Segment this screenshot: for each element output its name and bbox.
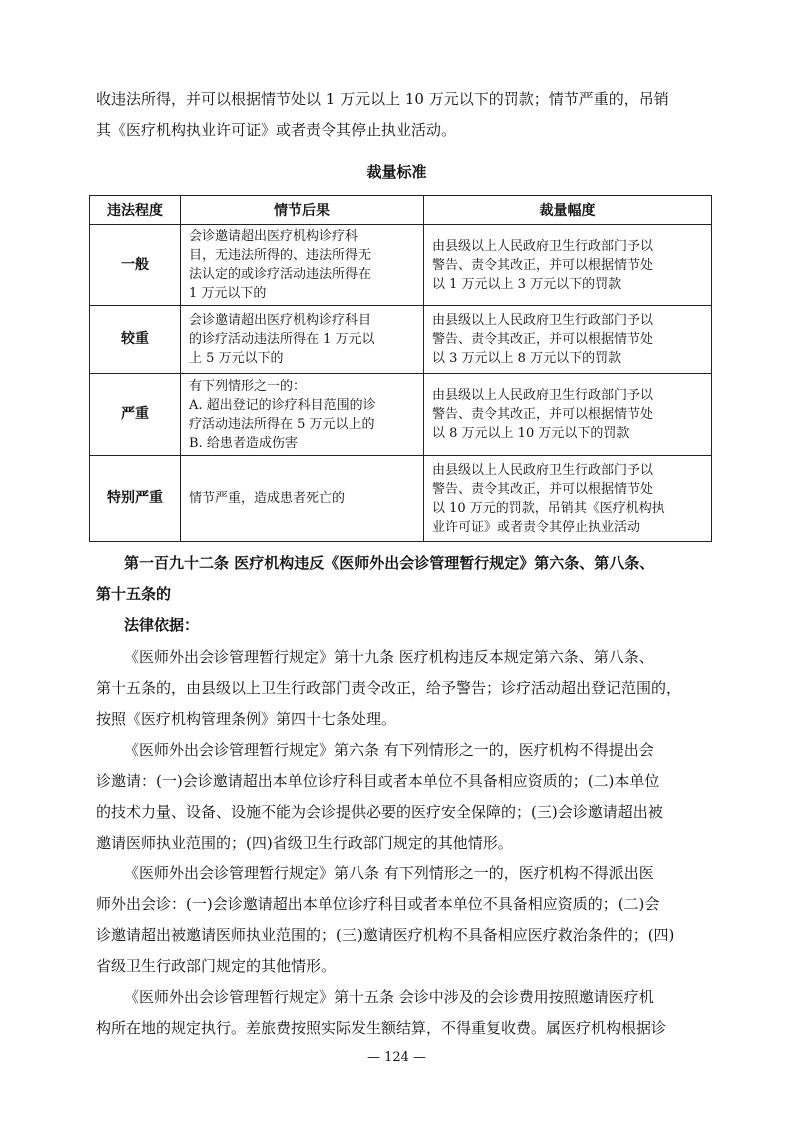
table-header-row (90, 196, 712, 225)
cell-line: 以 8 万元以上 10 万元以下的罚款 (432, 426, 630, 441)
cell-line: 目，无违法所得的、违法所得无 (189, 248, 372, 263)
cell-line: 以 10 万元的罚款，吊销其《医疗机构执 (432, 500, 665, 516)
consequence-cell (181, 374, 424, 456)
consequence-cell (181, 306, 424, 374)
severity-cell: 严重 (90, 374, 181, 456)
cell-line: 有下列情形之一的： (189, 378, 307, 394)
penalty-cell (424, 456, 712, 542)
cell-line: 的诊疗活动违法所得在 1 万元以 (189, 332, 375, 347)
column-header-severity: 违法程度 (90, 196, 181, 225)
cell-line: 业许可证》或者责令其停止执业活动 (432, 519, 641, 535)
cell-line: 情节严重，造成患者死亡的 (189, 491, 346, 506)
table-row (90, 225, 712, 306)
cell-line: 警告、责令其改正，并可以根据情节处 (432, 332, 654, 347)
text-line: 《医师外出会诊管理暂行规定》第八条 有下列情形之一的，医疗机构不得派出医 (124, 864, 654, 882)
legal-paragraph (96, 735, 711, 859)
intro-paragraph (96, 84, 711, 146)
cell-line: 由县级以上人民政府卫生行政部门予以 (432, 388, 654, 403)
text-line: 《医师外出会诊管理暂行规定》第十五条 会诊中涉及的会诊费用按照邀请医疗机 (124, 988, 654, 1006)
penalty-cell (424, 225, 712, 306)
text-line: 邀请医师执业范围的；(四)省级卫生行政部门规定的其他情形。 (96, 834, 513, 852)
severity-cell: 特别严重 (90, 456, 181, 542)
legal-paragraph (96, 642, 711, 735)
cell-line: 由县级以上人民政府卫生行政部门予以 (432, 313, 654, 328)
cell-line: 由县级以上人民政府卫生行政部门予以 (432, 238, 654, 254)
penalty-cell (424, 374, 712, 456)
text-line: 按照《医疗机构管理条例》第四十七条处理。 (96, 710, 397, 728)
cell-line: B. 给患者造成伤害 (189, 435, 298, 451)
consequence-cell (181, 456, 424, 542)
table-title: 裁量标准 (366, 163, 427, 181)
penalty-cell (424, 306, 712, 374)
table-row (90, 456, 712, 542)
cell-line: 警告、责令其改正，并可以根据情节处 (432, 257, 654, 273)
cell-line: 1 万元以下的 (189, 286, 267, 301)
legal-paragraph (96, 858, 711, 982)
page-number: — 124 — (366, 1050, 427, 1065)
cell-line: 警告、责令其改正，并可以根据情节处 (432, 481, 654, 497)
text-line: 省级卫生行政部门规定的其他情形。 (96, 957, 337, 975)
cell-line: A. 超出登记的诊疗科目范围的诊 (189, 397, 376, 413)
cell-line: 警告、责令其改正，并可以根据情节处 (432, 407, 654, 422)
text-line: 其《医疗机构执业许可证》或者责令其停止执业活动。 (96, 121, 457, 139)
cell-line: 由县级以上人民政府卫生行政部门予以 (432, 462, 654, 478)
cell-line: 疗活动违法所得在 5 万元以上的 (189, 416, 375, 432)
text-line: 第十五条的，由县级以上卫生行政部门责令改正，给予警告；诊疗活动超出登记范围的， (96, 679, 682, 697)
penalty-standard-table (89, 195, 712, 542)
cell-line: 会诊邀请超出医疗机构诊疗科 (189, 229, 359, 244)
text-line: 师外出会诊：(一)会诊邀请超出本单位诊疗科目或者本单位不具备相应资质的；(二)会 (96, 895, 660, 913)
cell-line: 会诊邀请超出医疗机构诊疗科目 (189, 313, 372, 328)
text-line: 《医师外出会诊管理暂行规定》第六条 有下列情形之一的，医疗机构不得提出会 (124, 741, 654, 759)
text-line: 诊邀请：(一)会诊邀请超出本单位诊疗科目或者本单位不具备相应资质的；(二)本单位 (96, 772, 660, 790)
cell-line: 以 3 万元以上 8 万元以下的罚款 (432, 351, 622, 366)
cell-line: 法认定的或诊疗活动违法所得在 (189, 267, 372, 282)
legal-paragraph (96, 982, 711, 1044)
table-row (90, 374, 712, 456)
table-row (90, 306, 712, 374)
column-header-penalty-range: 裁量幅度 (424, 196, 712, 225)
text-line: 第一百九十二条 医疗机构违反《医师外出会诊管理暂行规定》第六条、第八条、 (124, 554, 655, 572)
cell-line: 以 1 万元以上 3 万元以下的罚款 (432, 276, 622, 292)
text-line: 诊邀请超出被邀请医师执业范围的；(三)邀请医疗机构不具备相应医疗救治条件的；(四) (96, 926, 675, 944)
text-line: 《医师外出会诊管理暂行规定》第十九条 医疗机构违反本规定第六条、第八条、 (124, 648, 654, 666)
text-line: 构所在地的规定执行。差旅费按照实际发生额结算，不得重复收费。属医疗机构根据诊 (96, 1019, 667, 1037)
text-line: 的技术力量、设备、设施不能为会诊提供必要的医疗安全保障的；(三)会诊邀请超出被 (96, 803, 663, 821)
cell-line: 上 5 万元以下的 (189, 351, 284, 366)
severity-cell: 较重 (90, 306, 181, 374)
text-line: 第十五条的 (96, 585, 172, 603)
severity-cell: 一般 (90, 225, 181, 306)
consequence-cell (181, 225, 424, 306)
column-header-consequence: 情节后果 (181, 196, 424, 225)
legal-basis-label: 法律依据： (124, 616, 200, 634)
article-heading (96, 548, 711, 610)
text-line: 收违法所得，并可以根据情节处以 1 万元以上 10 万元以下的罚款；情节严重的，吊销 (96, 90, 669, 108)
